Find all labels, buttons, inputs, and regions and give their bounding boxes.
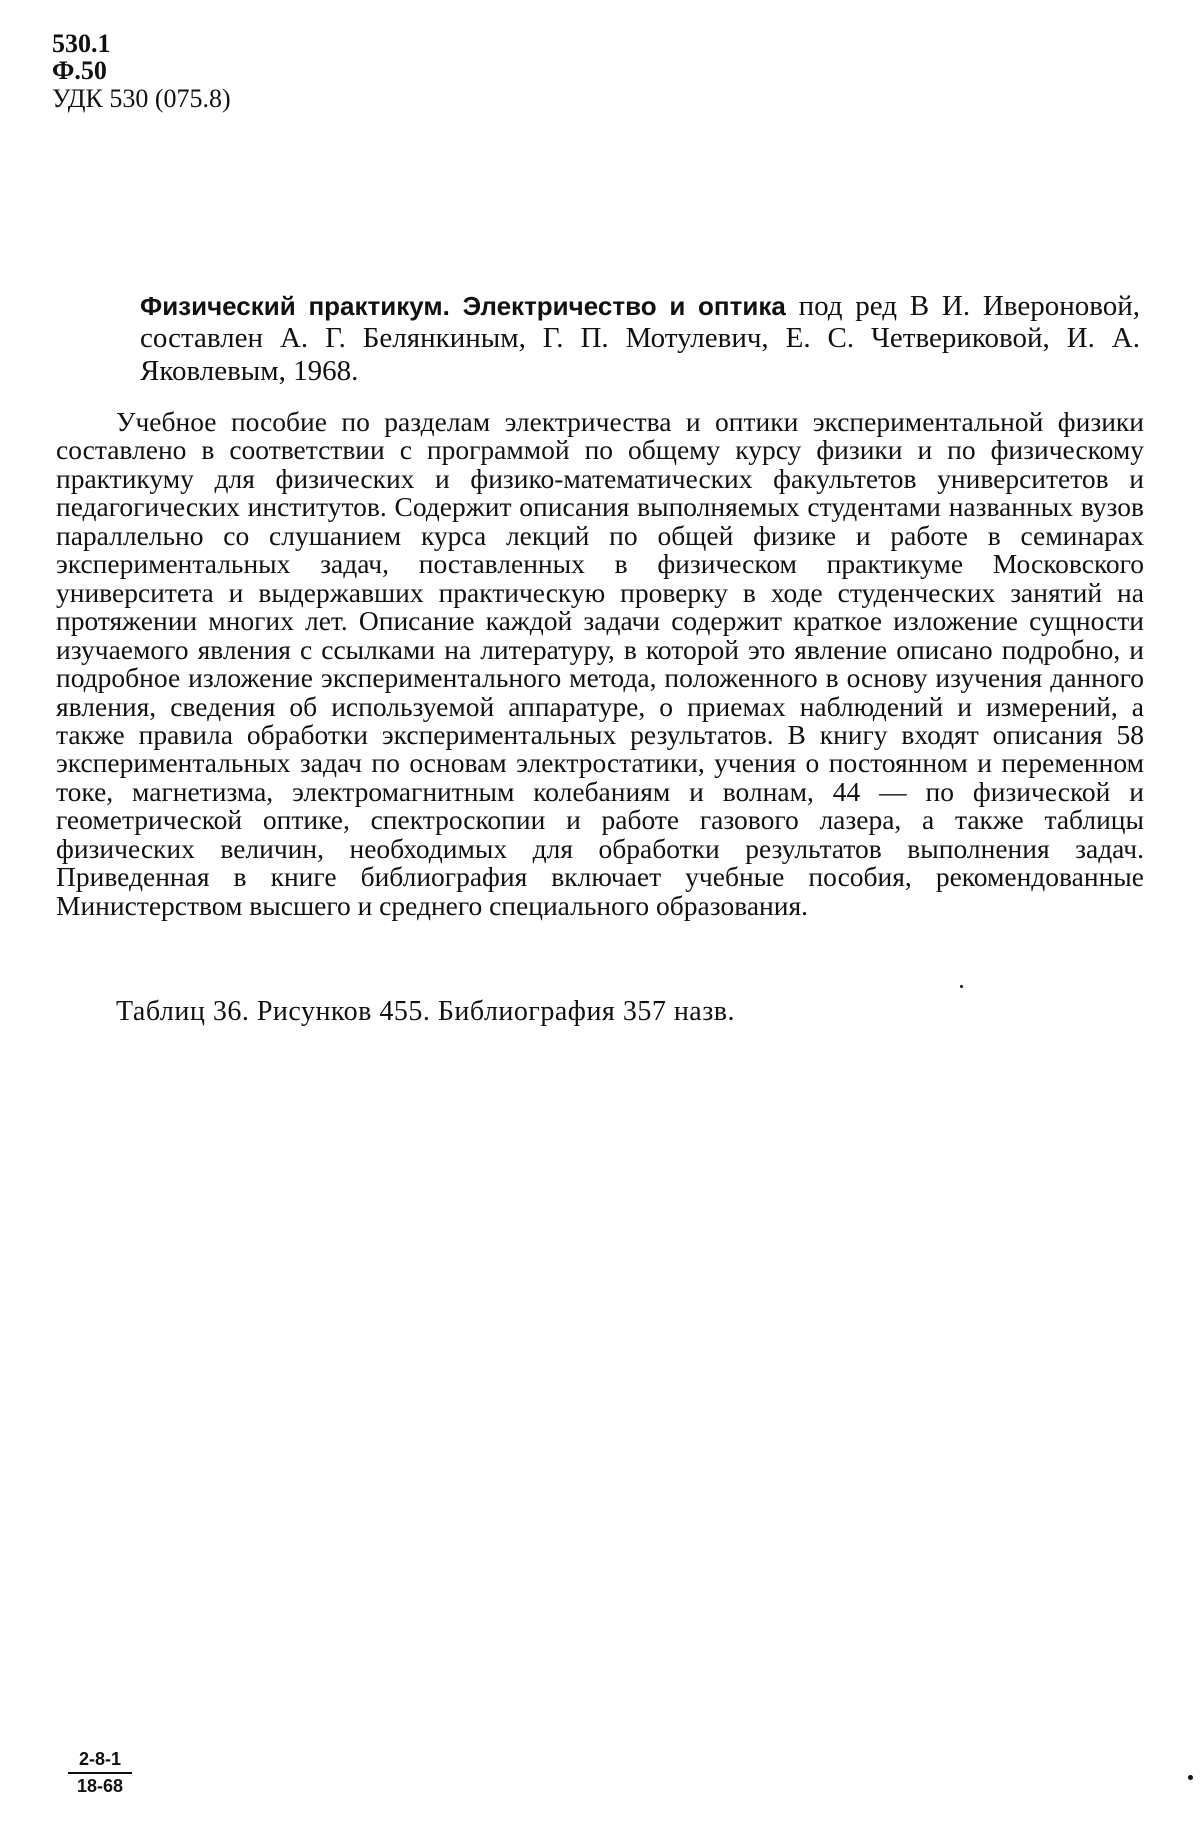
classification-code: 530.1: [52, 29, 111, 58]
abstract-text: Учебное пособие по разделам электричества и оптики экспериментальной физики составлено в соответствии с программой по общему курсу физики и по физическому практикуму для физических и физико-математических факультетов университетов и педагогических институтов. Содержит описания выполняемых студентами названных вузов параллельно со слушанием курса лекций по общей физике и работе в семинарах экспериментальных задач, поставленных в физическом практикуме Московского университета и выдержавших практическую проверку в ходе студенческих занятий на протяжении многих лет. Описание каждой задачи содержит краткое изложение сущности изучаемого явления с ссылками на литературу, в которой это явление описано подробно, и подробное изложение экспериментального метода, положенного в основу изучения данного явления, сведения об используемой аппаратуре, о приемах наблюдений и измерений, а также правила обработки экспериментальных результатов. В книгу входят описания 58 экспериментальных задач по основам электростатики, учения о постоянном и переменном токе, магнетизма, электромагнитным колебаниям и волнам, 44 — по физической и геометрической оптике, спектроскопии и работе газового лазера, а также таблицы физических величин, необходимых для обработки результатов выполнения задач. Приведенная в книге библиография включает учебные пособия, рекомендованные Министерством высшего и среднего специального образования.: [56, 406, 1144, 921]
author-mark: Ф.50: [52, 56, 107, 86]
bibliographic-entry: [140, 290, 1140, 387]
book-details: под ред В И. Ивероновой, составлен А. Г. Белянкиным, Г. П. Мотулевич, Е. С. Четвериковой, И. А. Яковлевым, 1968.: [140, 290, 1140, 387]
scan-speck: [1188, 1775, 1193, 1780]
footer-code-numerator: 2-8-1: [68, 1749, 132, 1774]
footer-code-denominator: 18-68: [76, 1776, 124, 1796]
footer-code: [68, 1749, 132, 1797]
classification-block: [52, 30, 231, 112]
book-title: Физический практикум. Электричество и оптика: [140, 291, 786, 321]
udk-code: УДК 530 (075.8): [52, 83, 231, 113]
abstract: [56, 408, 1144, 920]
scan-speck: [960, 985, 963, 988]
book-statistics: Таблиц 36. Рисунков 455. Библиография 357 назв.: [116, 996, 736, 1027]
